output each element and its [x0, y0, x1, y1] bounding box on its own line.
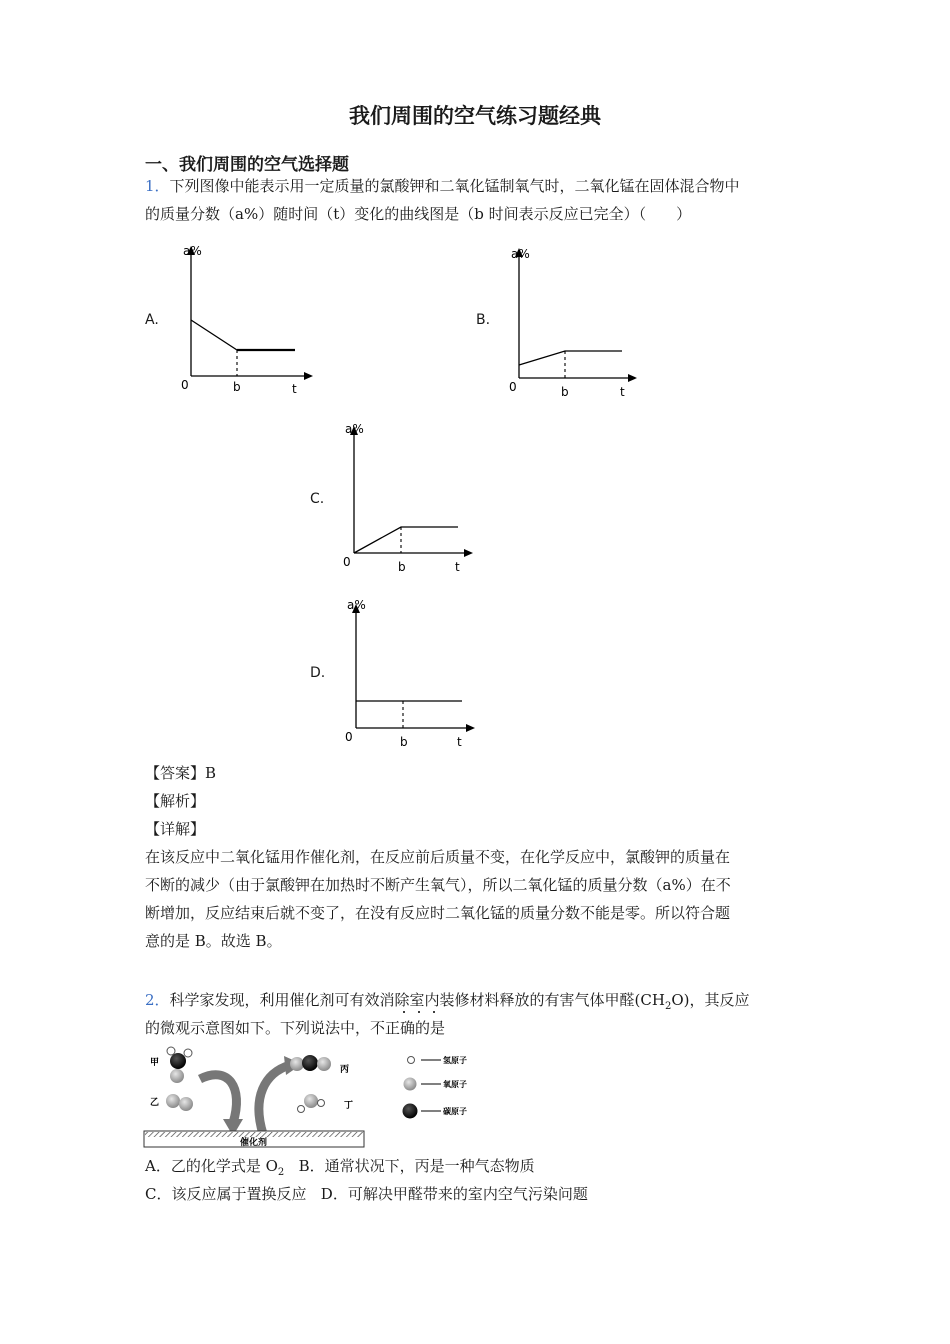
q1-explain-line3: 断增加，反应结束后就不变了，在没有反应时二氧化锰的质量分数不能是零。所以符合题: [145, 904, 731, 922]
reaction-diagram: [140, 1043, 500, 1155]
catalyst-hatch: [145, 1132, 363, 1137]
graph-c-t: t: [455, 560, 460, 574]
q2-line1-a: 科学家发现，利用催化剂可有效消除室内装修材料释放的有害气体甲醛(CH: [169, 991, 665, 1009]
q2-option-b: B．通常状况下，丙是一种气态物质: [298, 1157, 535, 1175]
catalyst-label: 催化剂: [240, 1138, 268, 1148]
q1-line1: 下列图像中能表示用一定质量的氯酸钾和二氧化锰制氧气时，二氧化锰在固体混合物中: [169, 177, 740, 195]
graph-d-origin: 0: [345, 730, 353, 744]
bing-o-atom: [290, 1057, 304, 1071]
q1-explain-line4: 意的是 B。故选 B。: [145, 932, 282, 950]
ding-o-atom: [304, 1094, 318, 1108]
jia-h-atom: [184, 1049, 192, 1057]
q2-options-row1: [145, 1155, 535, 1184]
jia-c-atom: [170, 1053, 186, 1069]
label-yi: 乙: [150, 1098, 160, 1108]
graph-b-b: b: [561, 385, 569, 399]
jia-o-atom: [170, 1069, 184, 1083]
q2-line1-b: O)，其反应: [671, 991, 750, 1009]
graph-a: [170, 240, 320, 400]
option-b-label: B.: [476, 312, 491, 328]
graph-d-t: t: [457, 735, 462, 749]
q2-option-d: D．可解决甲醛带来的室内空气污染问题: [320, 1185, 588, 1203]
q2-line1-sub: 2: [664, 1001, 672, 1012]
q1-answer: 【答案】B: [145, 764, 217, 782]
legend-c-atom-icon: [403, 1104, 418, 1119]
section-heading: 一、我们周围的空气选择题: [145, 155, 349, 175]
q2-options-row2: [145, 1183, 588, 1205]
label-bing: 丙: [340, 1065, 350, 1075]
q2-number: 2．: [145, 991, 170, 1009]
graph-b-t: t: [620, 385, 625, 399]
legend-c-label: 碳原子: [443, 1107, 467, 1116]
option-d-label: D.: [310, 665, 326, 681]
option-c-label: C.: [310, 491, 325, 507]
graph-a-origin: 0: [181, 378, 189, 392]
emphasis-dots: [398, 1011, 438, 1015]
graph-b-origin: 0: [509, 380, 517, 394]
legend-o-atom-icon: [404, 1078, 417, 1091]
q1-explain-line1: 在该反应中二氧化锰用作催化剂，在反应前后质量不变，在化学反应中，氯酸钾的质量在: [145, 848, 731, 866]
graph-a-t: t: [292, 382, 297, 396]
arrow-up-shape: [259, 1065, 290, 1134]
q2-option-a: A．乙的化学式是 O: [145, 1157, 278, 1175]
q1-explain-line2: 不断的减少（由于氯酸钾在加热时不断产生氧气），所以二氧化锰的质量分数（a%）在不: [145, 876, 731, 894]
q1-analysis: 【解析】: [145, 792, 206, 810]
q2-option-c: C．该反应属于置换反应: [145, 1185, 307, 1203]
ding-h-atom: [298, 1106, 305, 1113]
yi-o-atom: [179, 1097, 193, 1111]
graph-c-b: b: [398, 560, 406, 574]
graph-a-b: b: [233, 380, 241, 394]
graph-c: [333, 418, 483, 578]
graph-a-ylabel: a%: [183, 244, 202, 258]
q1-number: 1．: [145, 177, 170, 195]
q2-option-a-sub: 2: [277, 1167, 285, 1178]
graph-c-ylabel: a%: [345, 422, 364, 436]
option-a-label: A.: [145, 312, 159, 328]
label-ding: 丁: [344, 1101, 354, 1111]
page-title: 我们周围的空气练习题经典: [349, 104, 601, 128]
arrow-down-shape: [200, 1075, 237, 1123]
label-jia: 甲: [150, 1058, 160, 1068]
q1-detail: 【详解】: [145, 820, 206, 838]
q1-line2: 的质量分数（a%）随时间（t）变化的曲线图是（b 时间表示反应已完全）（ ）: [145, 205, 692, 223]
graph-d-b: b: [400, 735, 408, 749]
yi-o-atom: [166, 1094, 180, 1108]
q2-line2: 的微观示意图如下。下列说法中，不正确的是: [145, 1019, 446, 1037]
bing-o-atom: [317, 1057, 331, 1071]
bing-c-atom: [302, 1055, 318, 1071]
legend-h-label: 氢原子: [443, 1056, 467, 1065]
jia-h-atom: [167, 1047, 175, 1055]
graph-d-ylabel: a%: [347, 598, 366, 612]
legend-h-atom-icon: [408, 1057, 415, 1064]
q1-text-line1: [145, 175, 740, 197]
graph-c-origin: 0: [343, 555, 351, 569]
q2-text-line1: [145, 989, 750, 1018]
graph-b: [498, 242, 648, 402]
legend-o-label: 氧原子: [443, 1080, 467, 1089]
graph-d: [335, 594, 485, 754]
ding-h-atom: [318, 1100, 325, 1107]
graph-b-ylabel: a%: [511, 247, 530, 261]
